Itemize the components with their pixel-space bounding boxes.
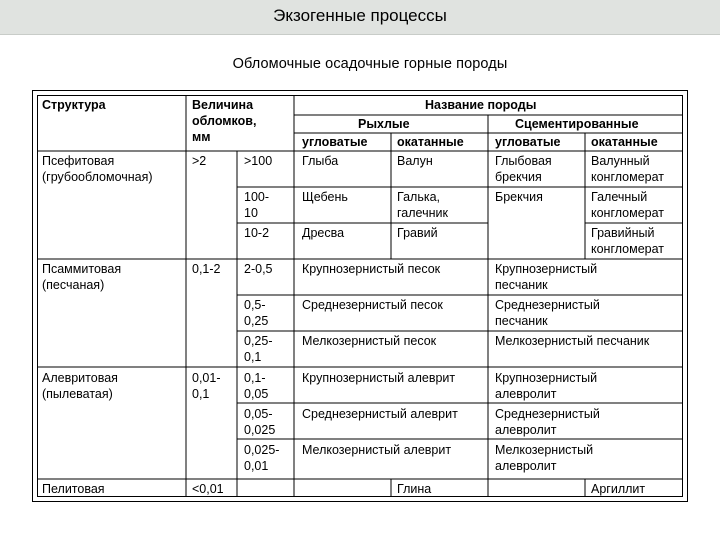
aleurite-r2-size: 0,05- 0,025: [244, 407, 276, 437]
psephite-size: >2: [192, 154, 207, 168]
psephite-r2-cem-angular: Брекчия: [495, 190, 543, 204]
col-head-name: Название породы: [425, 98, 537, 112]
psephite-r1-rounded: Валун: [397, 154, 433, 168]
psephite-r3-rounded: Гравий: [397, 226, 438, 240]
psephite-r1-cem-angular: Глыбовая брекчия: [495, 154, 552, 184]
aleurite-r3-loose: Мелкозернистый алеврит: [302, 443, 452, 457]
psammite-r1-cemented: Крупнозернистый песчаник: [495, 262, 598, 292]
pelite-loose: Глина: [397, 482, 432, 496]
aleurite-r1-size: 0,1- 0,05: [244, 371, 269, 401]
psephite-r2-size: 100- 10: [244, 190, 270, 220]
aleurite-size: 0,01- 0,1: [192, 371, 221, 401]
psammite-r1-size: 2-0,5: [244, 262, 273, 276]
psephite-r3-size: 10-2: [244, 226, 270, 240]
subtitle: Обломочные осадочные горные породы: [232, 56, 508, 72]
aleurite-structure: Алевритовая (пылеватая): [42, 371, 118, 401]
col-head-structure: Структура: [42, 98, 106, 112]
col-head-size: Величина обломков, мм: [192, 98, 257, 144]
aleurite-r2-loose: Среднезернистый алеврит: [302, 407, 458, 421]
psammite-r1-loose: Крупнозернистый песок: [302, 262, 441, 276]
col-head-loose: Рыхлые: [358, 117, 410, 131]
psephite-r1-angular: Глыба: [302, 154, 339, 168]
psammite-structure: Псаммитовая (песчаная): [42, 262, 122, 292]
psammite-size: 0,1-2: [192, 262, 221, 276]
psephite-structure: Псефитовая (грубообломочная): [42, 154, 153, 184]
page-title: Экзогенные процессы: [273, 6, 447, 25]
col-head-rounded-cem: окатанные: [591, 135, 658, 149]
psammite-r3-size: 0,25- 0,1: [244, 334, 273, 364]
psammite-r2-size: 0,5- 0,25: [244, 298, 269, 328]
psammite-r3-loose: Мелкозернистый песок: [302, 334, 437, 348]
aleurite-r1-loose: Крупнозернистый алеврит: [302, 371, 456, 385]
psammite-r2-loose: Среднезернистый песок: [302, 298, 443, 312]
psephite-r1-cem-rounded: Валунный конгломерат: [591, 154, 665, 184]
pelite-cemented: Аргиллит: [591, 482, 646, 496]
pelite-size: <0,01: [192, 482, 224, 496]
aleurite-r3-size: 0,025- 0,01: [244, 443, 280, 473]
aleurite-r3-cemented: Мелкозернистый алевролит: [495, 443, 594, 473]
aleurite-r1-cemented: Крупнозернистый алевролит: [495, 371, 598, 401]
col-head-angular: угловатые: [302, 135, 368, 149]
col-head-angular-cem: угловатые: [495, 135, 561, 149]
psammite-r3-cemented: Мелкозернистый песчаник: [495, 334, 650, 348]
psephite-r2-rounded: Галька, галечник: [397, 190, 448, 220]
psephite-r3-angular: Дресва: [302, 226, 345, 240]
aleurite-r2-cemented: Среднезернистый алевролит: [495, 407, 600, 437]
psephite-r2-angular: Щебень: [302, 190, 348, 204]
psephite-r2-cem-rounded: Галечный конгломерат: [591, 190, 665, 220]
col-head-cemented: Сцементированные: [515, 117, 639, 131]
col-head-rounded: окатанные: [397, 135, 464, 149]
pelite-structure: Пелитовая: [42, 482, 105, 496]
psephite-r3-cem-rounded: Гравийный конгломерат: [591, 226, 665, 256]
psammite-r2-cemented: Среднезернистый песчаник: [495, 298, 600, 328]
psephite-r1-size: >100: [244, 154, 273, 168]
